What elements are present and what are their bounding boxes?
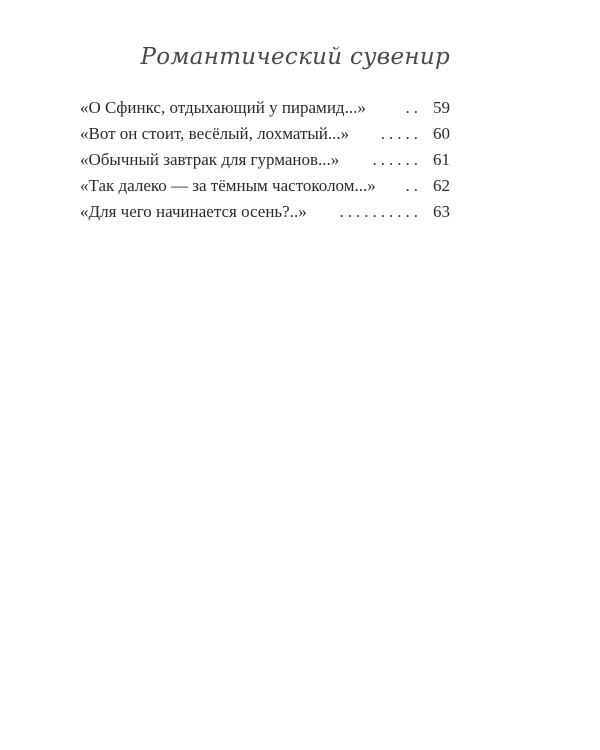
toc-page-number: 63 — [433, 202, 450, 221]
toc-entry-title: «Вот он стоит, весёлый, лохматый...» — [80, 124, 350, 143]
toc-entry — [80, 95, 450, 121]
toc-dot-leader: ..... — [380, 124, 422, 143]
toc-entry-title: «Так далеко — за тёмным частоколом...» — [80, 176, 376, 195]
toc-page-number: 61 — [433, 150, 450, 169]
toc-entry — [80, 147, 450, 173]
toc-entry — [80, 121, 450, 147]
toc-dot-leader: .. — [405, 176, 422, 195]
toc-dot-leader: ...... — [372, 150, 422, 169]
toc-dot-leader: .......... — [339, 202, 422, 221]
toc-dot-leader: .. — [405, 98, 422, 117]
toc-entry-title: «О Сфинкс, отдыхающий у пирамид...» — [80, 98, 366, 117]
toc-page-number: 59 — [433, 98, 450, 117]
toc-entry-title: «Для чего начинается осень?..» — [80, 202, 307, 221]
toc-entry — [80, 173, 450, 199]
toc-page-number: 60 — [433, 124, 450, 143]
running-header: Романтический сувенир — [140, 44, 450, 70]
table-of-contents — [80, 95, 450, 225]
toc-entry — [80, 199, 450, 225]
toc-page-number: 62 — [433, 176, 450, 195]
toc-entry-title: «Обычный завтрак для гурманов...» — [80, 150, 340, 169]
